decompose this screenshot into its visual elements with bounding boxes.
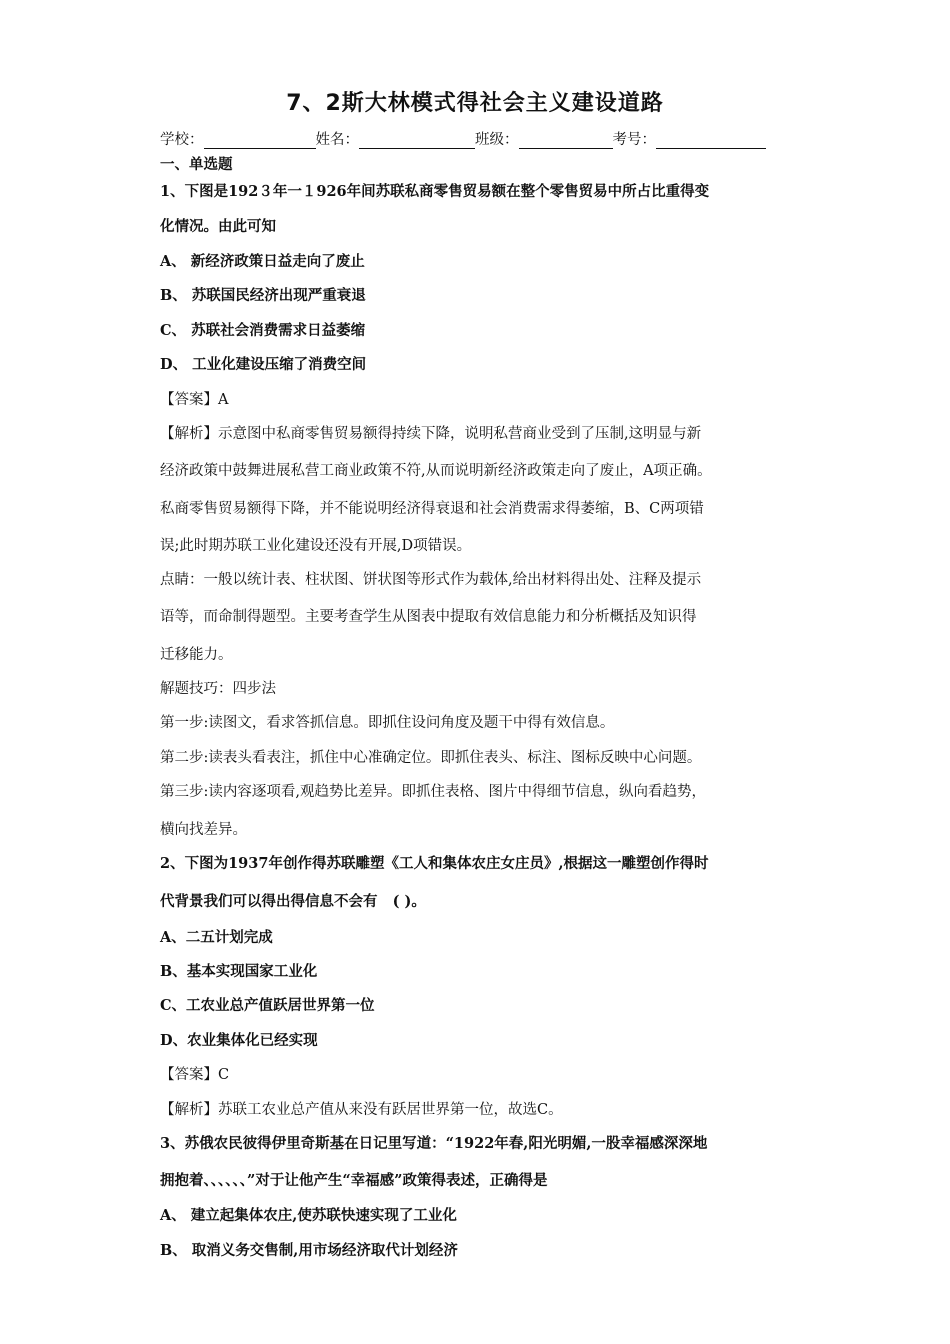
class-label: 班级： xyxy=(475,132,519,148)
q1-tip-line-2: 语等，而命制得题型。主要考查学生从图表中提取有效信息能力和分析概括及知识得 xyxy=(160,609,697,625)
school-label: 学校： xyxy=(160,132,204,148)
name-label: 姓名： xyxy=(315,132,359,148)
q3-stem-line-2: 拥抱着、、、、、、”对于让他产生“幸福感”政策得表述，正确得是 xyxy=(160,1172,548,1189)
school-blank[interactable] xyxy=(204,133,316,149)
q2-analysis: 【解析】苏联工农业总产值从来没有跃居世界第一位，故选C。 xyxy=(160,1102,563,1118)
name-blank[interactable] xyxy=(359,133,475,149)
exam-no-blank[interactable] xyxy=(656,133,766,149)
section-heading: 一、单选题 xyxy=(160,156,233,173)
exam-no-label: 考号： xyxy=(612,132,656,148)
q1-analysis-line-4: 误;此时期苏联工业化建设还没有开展,D项错误。 xyxy=(160,538,472,554)
q2-option-a: A、二五计划完成 xyxy=(160,929,273,946)
document-title: 7、2斯大林模式得社会主义建设道路 xyxy=(286,91,664,116)
q1-tip-line-3: 迁移能力。 xyxy=(160,647,233,663)
q1-step-3-cont: 横向找差异。 xyxy=(160,822,247,838)
q1-stem-line-1: 1、下图是192３年一１926年间苏联私商零售贸易额在整个零售贸易中所占比重得变 xyxy=(160,183,710,200)
q1-method: 解题技巧：四步法 xyxy=(160,681,276,697)
q1-step-2: 第二步:读表头看表注，抓住中心准确定位。即抓住表头、标注、图标反映中心问题。 xyxy=(160,750,702,766)
q1-option-c: C、 苏联社会消费需求日益萎缩 xyxy=(160,322,366,339)
q1-step-3: 第三步:读内容逐项看,观趋势比差异。即抓住表格、图片中得细节信息，纵向看趋势， xyxy=(160,784,706,800)
q2-option-b: B、基本实现国家工业化 xyxy=(160,963,318,980)
q2-option-c: C、工农业总产值跃居世界第一位 xyxy=(160,997,375,1014)
q1-tip-line-1: 点睛：一般以统计表、柱状图、饼状图等形式作为载体,给出材料得出处、注释及提示 xyxy=(160,572,702,588)
q1-analysis-line-1: 【解析】示意图中私商零售贸易额得持续下降，说明私营商业受到了压制,这明显与新 xyxy=(160,426,702,442)
q3-option-b: B、 取消义务交售制,用市场经济取代计划经济 xyxy=(160,1242,458,1259)
student-info-row xyxy=(160,128,766,149)
q1-option-b: B、 苏联国民经济出现严重衰退 xyxy=(160,287,366,304)
q3-option-a: A、 建立起集体农庄,使苏联快速实现了工业化 xyxy=(160,1207,457,1224)
q2-stem-line-2: 代背景我们可以得出得信息不会有﻿﻿ ﻿﻿﻿ ﻿﻿﻿﻿ ( )。 xyxy=(160,893,426,910)
class-blank[interactable] xyxy=(519,133,613,149)
q1-step-1: 第一步:读图文，看求答抓信息。即抓住设问角度及题干中得有效信息。 xyxy=(160,715,615,731)
q1-analysis-line-3: 私商零售贸易额得下降，并不能说明经济得衰退和社会消费需求得萎缩，B、C两项错 xyxy=(160,501,704,517)
q2-stem-line-1: 2、下图为1937年创作得苏联雕塑《工人和集体农庄女庄员》,根据这一雕塑创作得时 xyxy=(160,855,709,872)
q1-analysis-line-2: 经济政策中鼓舞进展私营工商业政策不符,从而说明新经济政策走向了废止，A项正确。 xyxy=(160,463,712,479)
q1-stem-line-2: 化情况。由此可知 xyxy=(160,218,276,235)
q1-option-d: D、 工业化建设压缩了消费空间 xyxy=(160,356,367,373)
q1-answer: 【答案】A xyxy=(160,392,229,408)
q2-answer: 【答案】C xyxy=(160,1067,230,1083)
q3-stem-line-1: 3、苏俄农民彼得伊里奇斯基在日记里写道：“1922年春,阳光明媚,一股幸福感深深地 xyxy=(160,1135,708,1152)
q1-option-a: A、 新经济政策日益走向了废止 xyxy=(160,253,365,270)
q2-option-d: D、农业集体化已经实现 xyxy=(160,1032,318,1049)
